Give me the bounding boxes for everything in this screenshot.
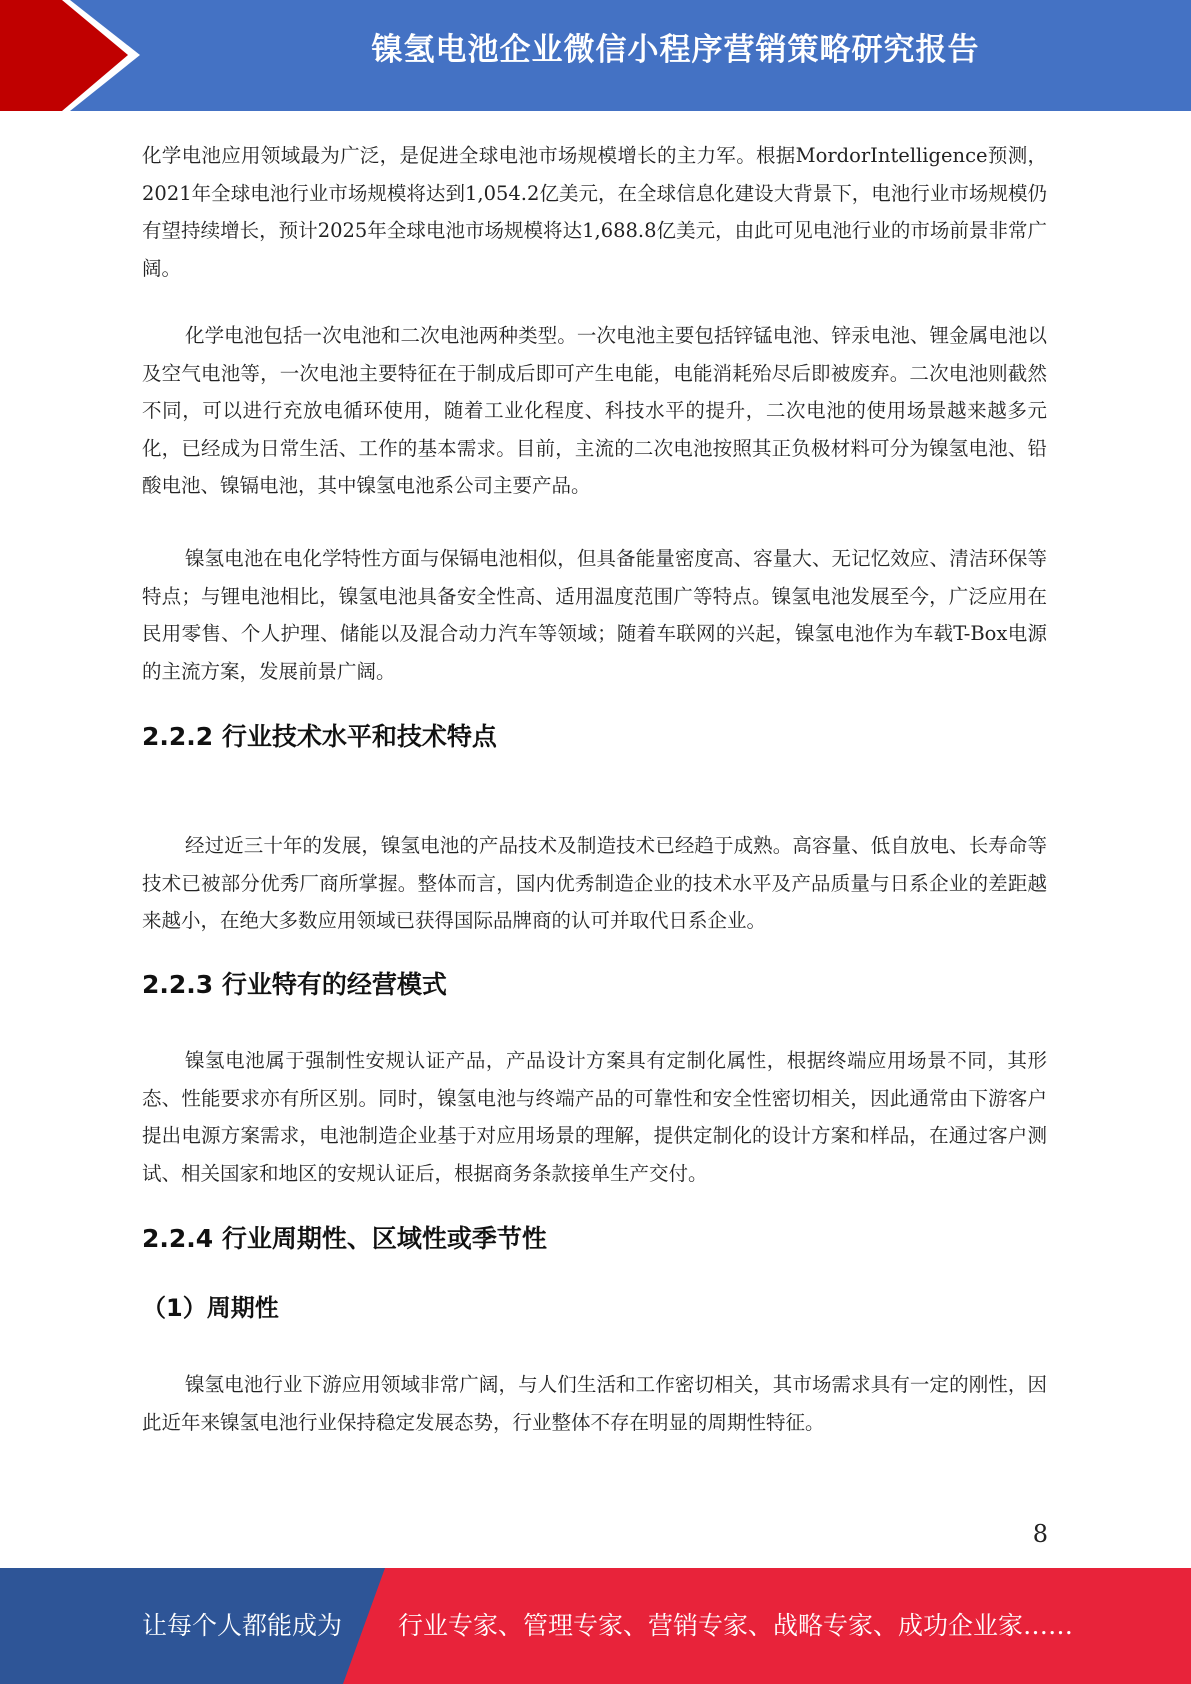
header-banner — [0, 0, 1191, 111]
paragraph-nimh-features: 镍氢电池在电化学特性方面与保镉电池相似，但具备能量密度高、容量大、无记忆效应、清洁环保等特点；与锂电池相比，镍氢电池具备安全性高、适用温度范围广等特点。镍氢电池发展至今，广泛应用在民用零售、个人护理、储能以及混合动力汽车等领域；随着车联网的兴起，镍氢电池作为车载T-Box电源的主流方案，发展前景广阔。 — [142, 547, 1047, 683]
footer-banner — [0, 1568, 1191, 1684]
paragraph-battery-types: 化学电池包括一次电池和二次电池两种类型。一次电池主要包括锌锰电池、锌汞电池、锂金属电池以及空气电池等，一次电池主要特征在于制成后即可产生电能，电能消耗殆尽后即被废弃。二次电池则截然不同，可以进行充放电循环使用，随着工业化程度、科技水平的提升，二次电池的使用场景越来越多元化，已经成为日常生活、工作的基本需求。目前，主流的二次电池按照其正负极材料可分为镍氢电池、铅酸电池、镍镉电池，其中镍氢电池系公司主要产品。 — [142, 324, 1047, 497]
paragraph-market-size: 化学电池应用领域最为广泛，是促进全球电池市场规模增长的主力军。根据MordorIntelligence预测，2021年全球电池行业市场规模将达到1,054.2亿美元，在全球信息化建设大背景下，电池行业市场规模仍有望持续增长，预计2025年全球电池市场规模将达1,688.8亿美元，由此可见电池行业的市场前景非常广阔。 — [142, 144, 1047, 280]
report-title: 镍氢电池企业微信小程序营销策略研究报告 — [371, 32, 980, 68]
subheading-cyclical: （1）周期性 — [142, 1294, 279, 1322]
section-heading-2-2-4: 2.2.4 行业周期性、区域性或季节性 — [142, 1224, 547, 1253]
section-heading-2-2-2: 2.2.2 行业技术水平和技术特点 — [142, 722, 497, 751]
footer-slogan-right: 行业专家、管理专家、营销专家、战略专家、成功企业家…… — [398, 1611, 1074, 1640]
paragraph-cyclical: 镍氢电池行业下游应用领域非常广阔，与人们生活和工作密切相关，其市场需求具有一定的刚性，因此近年来镍氢电池行业保持稳定发展态势，行业整体不存在明显的周期性特征。 — [142, 1373, 1047, 1434]
paragraph-technology-level: 经过近三十年的发展，镍氢电池的产品技术及制造技术已经趋于成熟。高容量、低自放电、长寿命等技术已被部分优秀厂商所掌握。整体而言，国内优秀制造企业的技术水平及产品质量与日系企业的差距越来越小，在绝大多数应用领域已获得国际品牌商的认可并取代日系企业。 — [142, 834, 1047, 932]
footer-slogan-left: 让每个人都能成为 — [142, 1611, 343, 1640]
paragraph-business-model: 镍氢电池属于强制性安规认证产品，产品设计方案具有定制化属性，根据终端应用场景不同，其形态、性能要求亦有所区别。同时，镍氢电池与终端产品的可靠性和安全性密切相关，因此通常由下游客户提出电源方案需求，电池制造企业基于对应用场景的理解，提供定制化的设计方案和样品，在通过客户测试、相关国家和地区的安规认证后，根据商务条款接单生产交付。 — [142, 1049, 1047, 1185]
page-number: 8 — [1032, 1520, 1048, 1548]
section-heading-2-2-3: 2.2.3 行业特有的经营模式 — [142, 970, 447, 999]
